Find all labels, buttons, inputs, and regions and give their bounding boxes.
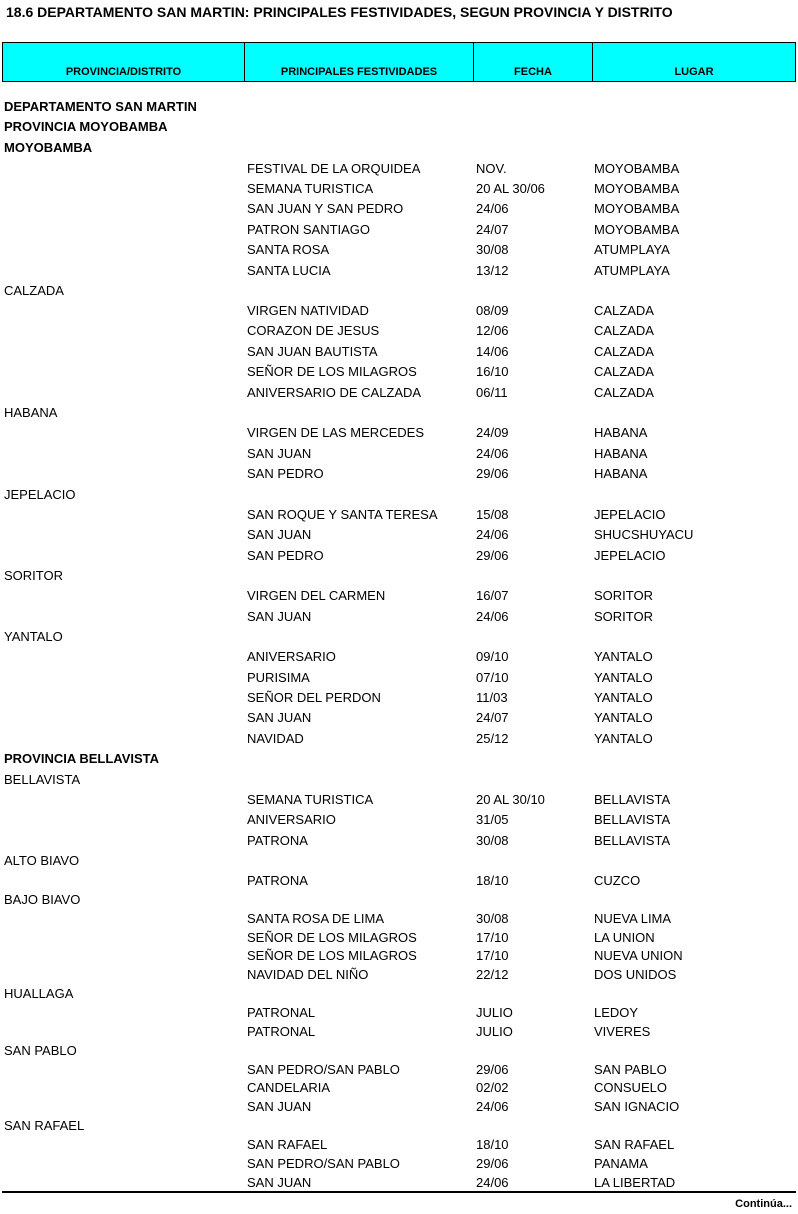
fecha-cell: 22/12 [476, 967, 509, 982]
lugar-cell: ATUMPLAYA [594, 263, 670, 278]
lugar-cell: NUEVA LIMA [594, 911, 672, 926]
lugar-cell: YANTALO [594, 649, 653, 664]
district-name: BAJO BIAVO [4, 892, 81, 907]
fecha-cell: 24/09 [476, 425, 509, 440]
section-heading [0, 750, 798, 768]
lugar-cell: JEPELACIO [594, 507, 666, 522]
table-row [0, 872, 798, 890]
fecha-cell: 17/10 [476, 930, 509, 945]
fecha-cell: 31/05 [476, 812, 509, 827]
lugar-cell: CALZADA [594, 364, 654, 379]
lugar-cell: DOS UNIDOS [594, 967, 677, 982]
district-label [0, 891, 798, 909]
district-label [0, 404, 798, 422]
festividad-cell: SAN JUAN [247, 527, 312, 542]
table-row [0, 1098, 798, 1116]
lugar-cell: VIVERES [594, 1024, 651, 1039]
fecha-cell: 18/10 [476, 873, 509, 888]
festividad-cell: SAN JUAN [247, 446, 312, 461]
fecha-cell: 24/06 [476, 446, 509, 461]
festividad-cell: PATRONAL [247, 1005, 316, 1020]
lugar-cell: JEPELACIO [594, 548, 666, 563]
continua-note: Continúa... [735, 1198, 792, 1210]
fecha-cell: 29/06 [476, 1156, 509, 1171]
lugar-cell: SHUCSHUYACU [594, 527, 694, 542]
lugar-cell: YANTALO [594, 710, 653, 725]
lugar-cell: LA UNION [594, 930, 655, 945]
fecha-cell: 30/08 [476, 911, 509, 926]
festividad-cell: PATRONA [247, 833, 308, 848]
lugar-cell: LEDOY [594, 1005, 639, 1020]
table-row [0, 322, 798, 340]
lugar-cell: CALZADA [594, 344, 654, 359]
header-provincia-distrito: PROVINCIA/DISTRITO [3, 43, 245, 81]
district-label [0, 486, 798, 504]
district-name: SORITOR [4, 568, 63, 583]
festividad-cell: PATRONAL [247, 1024, 316, 1039]
table-row [0, 424, 798, 442]
festividad-cell: SANTA ROSA DE LIMA [247, 911, 385, 926]
festividad-cell: SEMANA TURISTICA [247, 181, 374, 196]
district-name: HABANA [4, 405, 58, 420]
district-label [0, 282, 798, 300]
lugar-cell: HABANA [594, 425, 648, 440]
festividad-cell: SAN JUAN BAUTISTA [247, 344, 378, 359]
lugar-cell: CUZCO [594, 873, 641, 888]
table-row [0, 465, 798, 483]
lugar-cell: CONSUELO [594, 1080, 667, 1095]
table-row [0, 343, 798, 361]
table-row [0, 669, 798, 687]
header-festividades: PRINCIPALES FESTIVIDADES [245, 43, 474, 81]
section-heading [0, 98, 798, 116]
table-row [0, 811, 798, 829]
table-row [0, 262, 798, 280]
fecha-cell: NOV. [476, 161, 507, 176]
district-name: SAN PABLO [4, 1043, 77, 1058]
table-row [0, 1155, 798, 1173]
fecha-cell: 25/12 [476, 731, 509, 746]
table-row [0, 689, 798, 707]
festividad-cell: SAN JUAN Y SAN PEDRO [247, 201, 404, 216]
district-label [0, 1117, 798, 1135]
lugar-cell: BELLAVISTA [594, 833, 671, 848]
district-name: BELLAVISTA [4, 772, 81, 787]
district-label [0, 771, 798, 789]
festividad-cell: CORAZON DE JESUS [247, 323, 380, 338]
lugar-cell: SORITOR [594, 609, 653, 624]
lugar-cell: SAN PABLO [594, 1062, 667, 1077]
section-heading-text: PROVINCIA BELLAVISTA [4, 751, 160, 766]
table-row [0, 1061, 798, 1079]
lugar-cell: LA LIBERTAD [594, 1175, 676, 1190]
fecha-cell: 06/11 [476, 385, 508, 400]
fecha-cell: 29/06 [476, 548, 509, 563]
festividad-cell: SANTA ROSA [247, 242, 330, 257]
table-row [0, 302, 798, 320]
lugar-cell: MOYOBAMBA [594, 161, 680, 176]
district-name: CALZADA [4, 283, 64, 298]
table-row [0, 791, 798, 809]
festividad-cell: SAN PEDRO/SAN PABLO [247, 1156, 400, 1171]
lugar-cell: ATUMPLAYA [594, 242, 670, 257]
festividad-cell: SAN RAFAEL [247, 1137, 328, 1152]
table-row [0, 648, 798, 666]
table-row [0, 1136, 798, 1154]
lugar-cell: PANAMA [594, 1156, 648, 1171]
table-row [0, 730, 798, 748]
lugar-cell: MOYOBAMBA [594, 181, 680, 196]
festividad-cell: ANIVERSARIO [247, 649, 336, 664]
lugar-cell: NUEVA UNION [594, 948, 683, 963]
fecha-cell: 18/10 [476, 1137, 509, 1152]
festividad-cell: SEMANA TURISTICA [247, 792, 374, 807]
lugar-cell: YANTALO [594, 670, 653, 685]
fecha-cell: 24/06 [476, 609, 509, 624]
festividad-cell: FESTIVAL DE LA ORQUIDEA [247, 161, 421, 176]
fecha-cell: 24/06 [476, 527, 509, 542]
section-heading-text: PROVINCIA MOYOBAMBA [4, 119, 168, 134]
fecha-cell: 30/08 [476, 833, 509, 848]
festividad-cell: PATRONA [247, 873, 308, 888]
festividad-cell: SAN PEDRO/SAN PABLO [247, 1062, 400, 1077]
festividad-cell: SEÑOR DE LOS MILAGROS [247, 930, 417, 945]
district-label [0, 567, 798, 585]
header-lugar: LUGAR [674, 66, 714, 78]
district-name: JEPELACIO [4, 487, 76, 502]
festividad-cell: SEÑOR DE LOS MILAGROS [247, 364, 417, 379]
section-heading [0, 118, 798, 136]
district-name: HUALLAGA [4, 986, 74, 1001]
table-row [0, 526, 798, 544]
district-label [0, 1042, 798, 1060]
festividad-cell: SAN PEDRO [247, 466, 324, 481]
festividad-cell: VIRGEN DEL CARMEN [247, 588, 386, 603]
festividad-cell: SEÑOR DEL PERDON [247, 690, 381, 705]
fecha-cell: 24/07 [476, 710, 509, 725]
fecha-cell: 15/08 [476, 507, 509, 522]
festividad-cell: PATRON SANTIAGO [247, 222, 371, 237]
festividad-cell: VIRGEN DE LAS MERCEDES [247, 425, 424, 440]
fecha-cell: 17/10 [476, 948, 509, 963]
lugar-cell: YANTALO [594, 690, 653, 705]
festividad-cell: SAN JUAN [247, 710, 312, 725]
fecha-cell: 24/06 [476, 1175, 509, 1190]
header-fecha: FECHA [474, 43, 593, 81]
section-heading-text: MOYOBAMBA [4, 140, 93, 155]
fecha-cell: 16/10 [476, 364, 509, 379]
district-label [0, 628, 798, 646]
table-row [0, 241, 798, 259]
fecha-cell: 24/06 [476, 1099, 509, 1114]
festividad-cell: SANTA LUCIA [247, 263, 331, 278]
lugar-cell: SORITOR [594, 588, 653, 603]
page-title: 18.6 DEPARTAMENTO SAN MARTIN: PRINCIPALES FESTIVIDADES, SEGUN PROVINCIA Y DISTRITO [6, 4, 673, 20]
fecha-cell: 14/06 [476, 344, 509, 359]
section-heading-text: DEPARTAMENTO SAN MARTIN [4, 99, 197, 114]
table-row [0, 445, 798, 463]
lugar-cell: YANTALO [594, 731, 653, 746]
section-heading [0, 139, 798, 157]
fecha-cell: 29/06 [476, 466, 509, 481]
table-row [0, 180, 798, 198]
table-row [0, 1004, 798, 1022]
fecha-cell: 20 AL 30/10 [476, 792, 545, 807]
lugar-cell: MOYOBAMBA [594, 201, 680, 216]
table-row [0, 709, 798, 727]
festividad-cell: SAN JUAN [247, 609, 312, 624]
festividad-cell: SAN JUAN [247, 1175, 312, 1190]
lugar-cell: CALZADA [594, 303, 654, 318]
fecha-cell: 30/08 [476, 242, 509, 257]
lugar-cell: HABANA [594, 466, 648, 481]
table-row [0, 1079, 798, 1097]
table-row [0, 947, 798, 965]
district-name: YANTALO [4, 629, 63, 644]
fecha-cell: 24/06 [476, 201, 509, 216]
festividad-cell: NAVIDAD DEL NIÑO [247, 967, 369, 982]
festividad-cell: ANIVERSARIO DE CALZADA [247, 385, 422, 400]
festividad-cell: VIRGEN NATIVIDAD [247, 303, 369, 318]
festividad-cell: SAN PEDRO [247, 548, 324, 563]
table-row [0, 221, 798, 239]
district-name: SAN RAFAEL [4, 1118, 85, 1133]
fecha-cell: 11/03 [476, 690, 508, 705]
fecha-cell: 16/07 [476, 588, 509, 603]
fecha-cell: JULIO [476, 1005, 513, 1020]
festividad-cell: SAN JUAN [247, 1099, 312, 1114]
table-row [0, 910, 798, 928]
festividad-cell: NAVIDAD [247, 731, 304, 746]
festividad-cell: CANDELARIA [247, 1080, 331, 1095]
fecha-cell: 08/09 [476, 303, 509, 318]
festividad-cell: ANIVERSARIO [247, 812, 336, 827]
lugar-cell: BELLAVISTA [594, 792, 671, 807]
fecha-cell: 13/12 [476, 263, 509, 278]
fecha-cell: 12/06 [476, 323, 509, 338]
table-row [0, 1023, 798, 1041]
table-row [0, 506, 798, 524]
table-row [0, 929, 798, 947]
lugar-cell: CALZADA [594, 323, 654, 338]
lugar-cell: MOYOBAMBA [594, 222, 680, 237]
fecha-cell: 07/10 [476, 670, 509, 685]
table-row [0, 160, 798, 178]
table-row [0, 200, 798, 218]
table-row [0, 384, 798, 402]
lugar-cell: HABANA [594, 446, 648, 461]
festividad-cell: SEÑOR DE LOS MILAGROS [247, 948, 417, 963]
fecha-cell: 20 AL 30/06 [476, 181, 545, 196]
fecha-cell: 24/07 [476, 222, 509, 237]
table-row [0, 363, 798, 381]
district-label [0, 985, 798, 1003]
bottom-rule [2, 1191, 796, 1193]
lugar-cell: BELLAVISTA [594, 812, 671, 827]
table-row [0, 587, 798, 605]
table-row [0, 608, 798, 626]
lugar-cell: SAN RAFAEL [594, 1137, 675, 1152]
lugar-cell: CALZADA [594, 385, 654, 400]
fecha-cell: 29/06 [476, 1062, 509, 1077]
district-name: ALTO BIAVO [4, 853, 80, 868]
district-label [0, 852, 798, 870]
festividad-cell: PURISIMA [247, 670, 310, 685]
table-row [0, 832, 798, 850]
festividad-cell: SAN ROQUE Y SANTA TERESA [247, 507, 438, 522]
lugar-cell: SAN IGNACIO [594, 1099, 680, 1114]
fecha-cell: JULIO [476, 1024, 513, 1039]
table-row [0, 547, 798, 565]
table-row [0, 966, 798, 984]
fecha-cell: 02/02 [476, 1080, 509, 1095]
fecha-cell: 09/10 [476, 649, 509, 664]
table-row [0, 1174, 798, 1192]
